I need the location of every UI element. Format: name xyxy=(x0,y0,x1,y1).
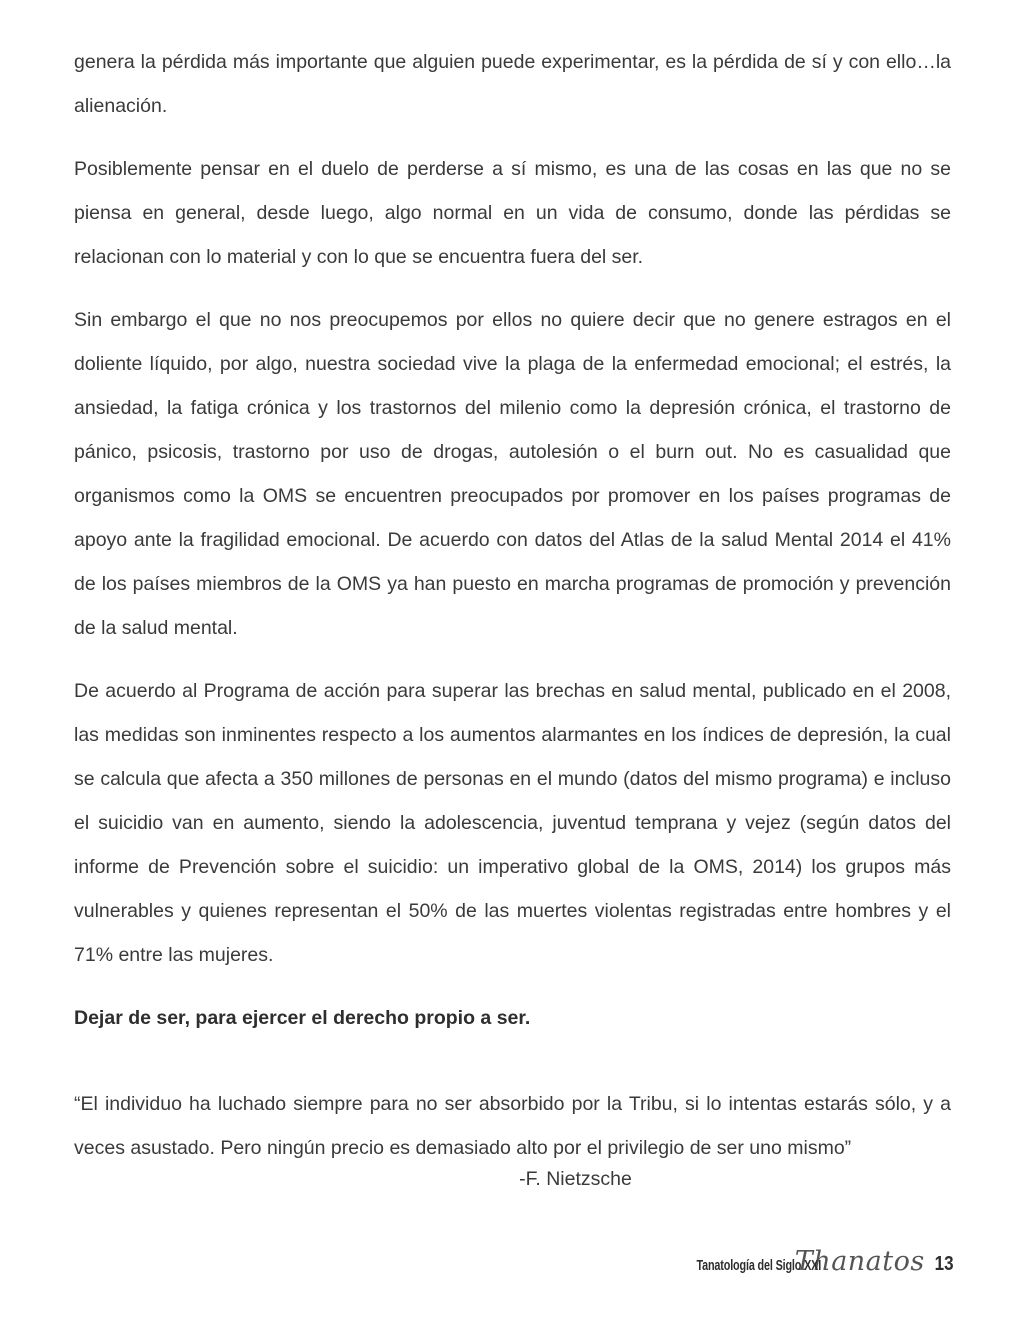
section-heading: Dejar de ser, para ejercer el derecho propio a ser. xyxy=(74,1007,531,1029)
footer-publication: Tanatología del Siglo XXI xyxy=(696,1257,821,1274)
quote-text: “El individuo ha luchado siempre para no ser absorbido por la Tribu, si lo intentas estarás sólo, y a veces asustado. Pero ningún precio es demasiado alto por el privilegio de ser uno mismo” xyxy=(74,1093,951,1159)
page-number: 13 xyxy=(934,1253,954,1275)
page-body xyxy=(74,40,951,1192)
paragraph-4: De acuerdo al Programa de acción para superar las brechas en salud mental, publicado en el 2008, las medidas son inminentes respecto a los aumentos alarmantes en los índices de depresión, la cual se calcula que afecta a 350 millones de personas en el mundo (datos del mismo programa) e incluso el suicidio van en aumento, siendo la adolescencia, juventud temprana y vejez (según datos del informe de Prevención sobre el suicidio: un imperativo global de la OMS, 2014) los grupos más vulnerables y quienes representan el 50% de las muertes violentas registradas entre hombres y el 71% entre las mujeres. xyxy=(74,680,951,966)
page-footer xyxy=(648,1246,955,1277)
paragraph-2: Posiblemente pensar en el duelo de perderse a sí mismo, es una de las cosas en las que no se piensa en general, desde luego, algo normal en un vida de consumo, donde las pérdidas se relacionan con lo material y con lo que se encuentra fuera del ser. xyxy=(74,158,951,268)
paragraph-3: Sin embargo el que no nos preocupemos por ellos no quiere decir que no genere estragos en el doliente líquido, por algo, nuestra sociedad vive la plaga de la enfermedad emocional; el estrés, la ansiedad, la fatiga crónica y los trastornos del milenio como la depresión crónica, el trastorno de pánico, psicosis, trastorno por uso de drogas, autolesión o el burn out. No es casualidad que organismos como la OMS se encuentren preocupados por promover en los países programas de apoyo ante la fragilidad emocional. De acuerdo con datos del Atlas de la salud Mental 2014 el 41% de los países miembros de la OMS ya han puesto en marcha programas de promoción y prevención de la salud mental. xyxy=(74,309,951,639)
quote-author: -F. Nietzsche xyxy=(519,1168,632,1190)
footer-logo: Thanatos xyxy=(794,1246,925,1277)
paragraph-1: genera la pérdida más importante que alguien puede experimentar, es la pérdida de sí y con ello…la alienación. xyxy=(74,51,951,117)
